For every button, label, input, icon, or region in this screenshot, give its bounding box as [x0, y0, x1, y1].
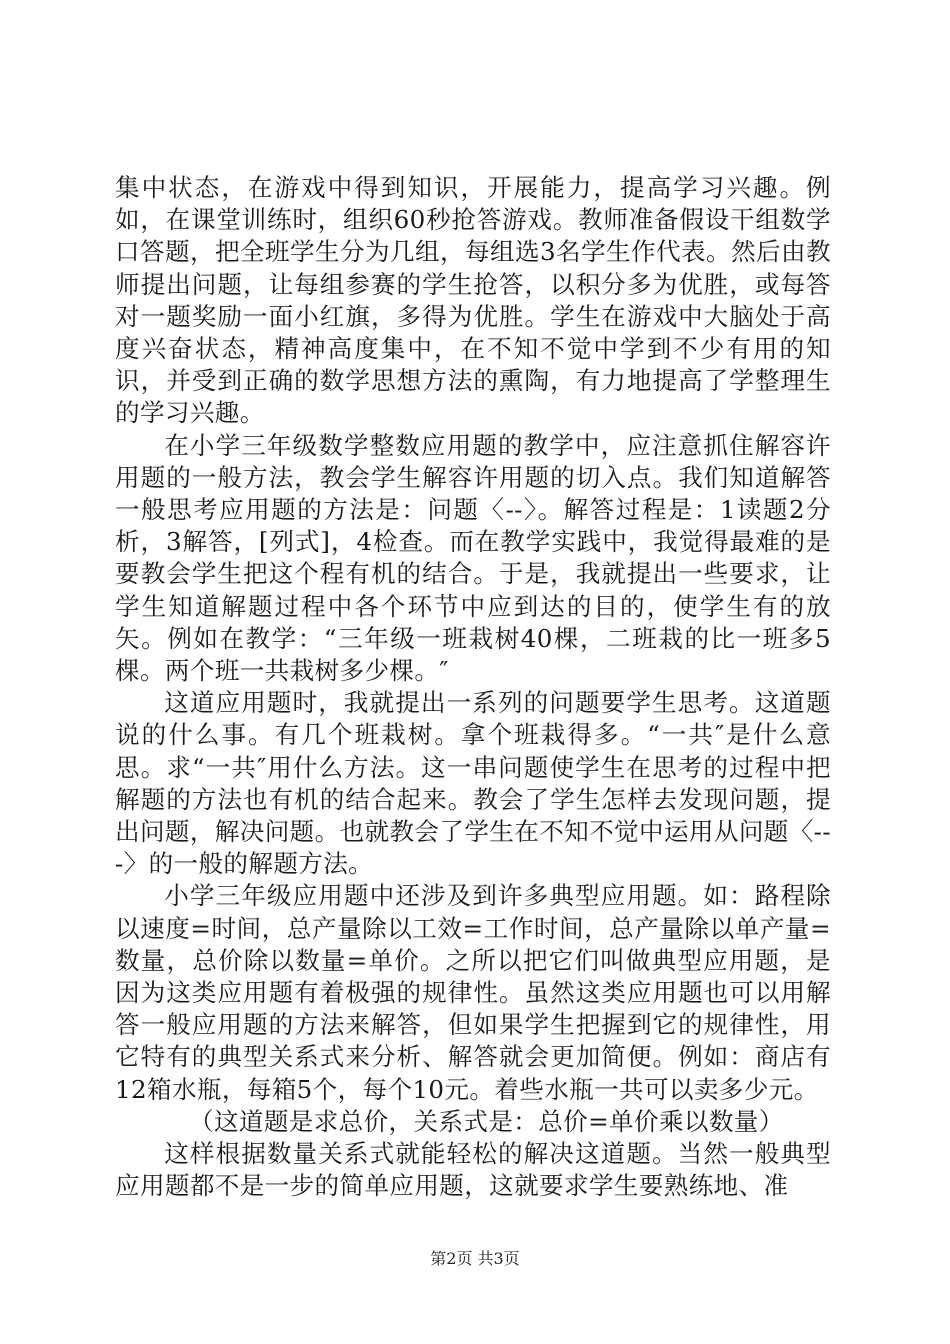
- document-body: [115, 172, 831, 1203]
- paragraph-4: 小学三年级应用题中还涉及到许多典型应用题。如：路程除以速度=时间，总产量除以工效=工作时间，总产量除以单产量=数量，总价除以数量=单价。之所以把它们叫做典型应用题，是因为这类应用题有着极强的规律性。虽然这类应用题也可以用解答一般应用题的方法来解答，但如果学生把握到它的规律性，用它特有的典型关系式来分析、解答就会更加简便。例如：商店有12箱水瓶，每箱5个，每个10元。着些水瓶一共可以卖多少元。: [115, 881, 831, 1104]
- paragraph-3: 这道应用题时，我就提出一系列的问题要学生思考。这道题说的什么事。有几个班栽树。拿个班栽得多。“一共″是什么意思。求“一共″用什么方法。这一串问题使学生在思考的过程中把解题的方法也有机的结合起来。教会了学生怎样去发现问题，提出问题，解决问题。也就教会了学生在不知不觉中运用从问题〈---〉的一般的解题方法。: [115, 688, 831, 879]
- paragraph-6: 这样根据数量关系式就能轻松的解决这道题。当然一般典型应用题都不是一步的简单应用题，这就要求学生要熟练地、准: [115, 1139, 831, 1201]
- paragraph-5: （这道题是求总价，关系式是：总价=单价乘以数量）: [189, 1106, 784, 1136]
- paragraph-1: 集中状态，在游戏中得到知识，开展能力，提高学习兴趣。例如，在课堂训练时，组织60秒抢答游戏。教师准备假设干组数学口答题，把全班学生分为几组，每组选3名学生作代表。然后由教师提出问题，让每组参赛的学生抢答，以积分多为优胜，或每答对一题奖励一面小红旗，多得为优胜。学生在游戏中大脑处于高度兴奋状态，精神高度集中，在不知不觉中学到不少有用的知识，并受到正确的数学思想方法的熏陶，有力地提高了学整理生的学习兴趣。: [115, 173, 831, 428]
- paragraph-2: 在小学三年级数学整数应用题的教学中，应注意抓住解容许用题的一般方法，教会学生解容许用题的切入点。我们知道解答一般思考应用题的方法是：问题〈--〉。解答过程是：1读题2分析，3解答，[列式]，4检查。而在教学实践中，我觉得最难的是要教会学生把这个程有机的结合。于是，我就提出一些要求，让学生知道解题过程中各个环节中应到达的目的，使学生有的放矢。例如在教学：“三年级一班栽树40棵，二班栽的比一班多5棵。两个班一共栽树多少棵。″: [115, 430, 831, 686]
- page-number-footer: 第2页 共3页: [430, 1249, 520, 1268]
